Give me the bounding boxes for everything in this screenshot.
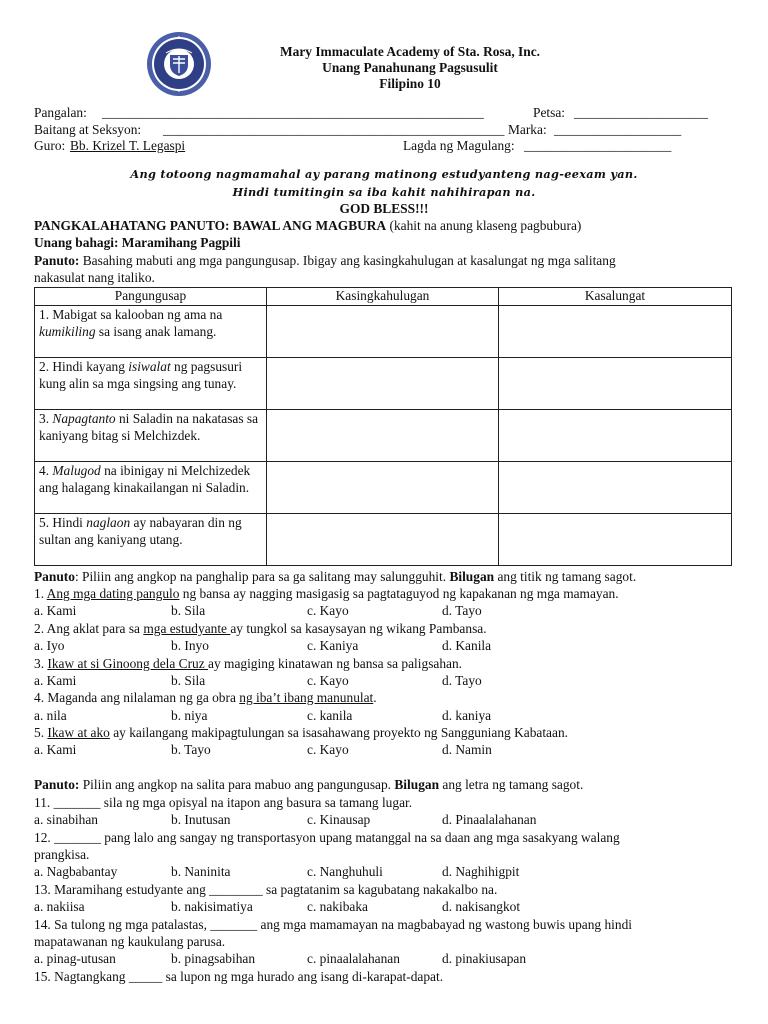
choice-b[interactable]: b. pinagsabihan [171, 951, 256, 966]
question-text: . [373, 690, 377, 705]
subject-title: Filipino 10 [379, 76, 441, 91]
choice-a[interactable]: a. pinag-utusan [34, 951, 116, 966]
part2-panuto-text: : Piliin ang angkop na panghalip para sa ga salitang may salungguhit. [74, 569, 450, 584]
question-12-line1: 12. _______ pang lalo ang sangay ng transportasyon upang matanggal na sa daan ang mga sasakyang walang [34, 830, 620, 845]
choice-a[interactable]: a. Iyo [34, 638, 65, 653]
question-text: 1. [34, 586, 47, 601]
synonym-answer-cell[interactable] [267, 358, 499, 410]
choice-c[interactable]: c. Kayo [307, 603, 349, 618]
parent-signature-field[interactable]: ______________________ [524, 138, 672, 153]
part3-panuto-end: ang letra ng tamang sagot. [439, 777, 584, 792]
sentence-text: 5. Hindi [39, 515, 87, 530]
exam-title: Unang Panahunang Pagsusulit [322, 60, 498, 75]
header-kasalungat: Kasalungat [499, 288, 732, 306]
question-11-choices [34, 811, 734, 828]
part3-panuto-text: Piliin ang angkop na salita para mabuo ang pangungusap. [79, 777, 395, 792]
choice-a[interactable]: a. nila [34, 708, 67, 723]
synonym-answer-cell[interactable] [267, 514, 499, 566]
italic-word: Malugod [52, 463, 101, 478]
question-text: ay magiging kinatawan ng bansa sa paligsahan. [208, 656, 463, 671]
table-row [35, 358, 732, 410]
part3-bilugan: Bilugan [394, 777, 440, 792]
question-text: 4. Maganda ang nilalaman ng ga obra [34, 690, 240, 705]
part3-panuto-label: Panuto: [34, 777, 80, 792]
underlined-phrase: Ikaw at ako [47, 725, 110, 740]
question-text: 5. [34, 725, 48, 740]
choice-d[interactable]: d. pinakiusapan [442, 951, 527, 966]
sentence-text: ay nabayaran din ng sultan ang kaniyang utang. [39, 515, 242, 547]
sentence-cell [35, 358, 267, 410]
italic-word: kumikiling [39, 324, 96, 339]
question-13-choices [34, 898, 734, 915]
underlined-phrase: ng iba’t ibang manunulat [239, 690, 374, 705]
part2-instructions [34, 568, 734, 585]
sentence-text: na ibinigay ni Melchizedek ang halagang kinakailangan ni Saladin. [39, 463, 251, 495]
section-grade-line [34, 121, 734, 137]
choice-d[interactable]: d. Kanila [442, 638, 492, 653]
question-2-choices [34, 637, 734, 654]
question-text: 3. [34, 656, 48, 671]
choice-a[interactable]: a. sinabihan [34, 812, 98, 827]
question-1 [34, 585, 754, 602]
question-2 [34, 620, 754, 637]
question-13: 13. Maramihang estudyante ang ________ sa pagtatanim sa kagubatang nakakalbo na. [34, 882, 498, 897]
choice-b[interactable]: b. nakisimatiya [171, 899, 253, 914]
motto-line-1: Ang totoong nagmamahal ay parang matinong estudyanteng nag-eexam yan. [130, 167, 638, 181]
date-label: Petsa: [533, 105, 565, 120]
header-kasingkahulugan: Kasingkahulugan [267, 288, 499, 306]
antonym-answer-cell[interactable] [499, 410, 732, 462]
question-3 [34, 655, 754, 672]
teacher-parent-line [34, 137, 734, 153]
question-12-choices [34, 863, 734, 880]
choice-d[interactable]: d. Namin [442, 742, 492, 757]
sentence-cell [35, 410, 267, 462]
part1-title: Unang bahagi: Maramihang Pagpili [34, 235, 241, 250]
parent-signature-label: Lagda ng Magulang: [403, 138, 515, 153]
choice-d[interactable]: d. Pinaalalahanan [442, 812, 537, 827]
choice-b[interactable]: b. Naninita [171, 864, 231, 879]
teacher-label: Guro: [34, 138, 66, 153]
question-text: 2. Ang aklat para sa [34, 621, 144, 636]
choice-b[interactable]: b. Sila [171, 603, 206, 618]
choice-c[interactable]: c. Kinausap [307, 812, 371, 827]
italic-word: naglaon [86, 515, 131, 530]
question-text: ay tungkol sa kasaysayan ng wikang Pambansa. [230, 621, 487, 636]
sentence-text: ng pagsusuri kung alin sa mga singsing ang tunay. [39, 359, 243, 391]
question-1-choices [34, 602, 734, 619]
choice-c[interactable]: c. Kayo [307, 673, 349, 688]
antonym-answer-cell[interactable] [499, 358, 732, 410]
choice-a[interactable]: a. Nagbabantay [34, 864, 118, 879]
question-3-choices [34, 672, 734, 689]
choice-b[interactable]: b. Sila [171, 673, 206, 688]
motto-line-2: Hindi tumitingin sa iba kahit nahihirapan na. [232, 185, 536, 199]
italic-word: isiwalat [128, 359, 171, 374]
antonym-answer-cell[interactable] [499, 462, 732, 514]
name-label: Pangalan: [34, 105, 87, 120]
question-5 [34, 724, 754, 741]
teacher-name: Bb. Krizel T. Legaspi [70, 138, 186, 153]
sentence-text: 3. [39, 411, 53, 426]
antonym-answer-cell[interactable] [499, 514, 732, 566]
school-name: Mary Immaculate Academy of Sta. Rosa, Inc. [280, 44, 540, 59]
question-14-line1: 14. Sa tulong ng mga patalastas, _______ ang mga mamamayan na magbabayad ng wastong buwis upang hindi [34, 917, 632, 932]
grade-label: Marka: [508, 122, 547, 137]
question-14-line2: mapatawanan ng kaukulang parusa. [34, 934, 226, 949]
table-row [35, 410, 732, 462]
choice-d[interactable]: d. nakisangkot [442, 899, 521, 914]
question-4 [34, 689, 754, 706]
vocabulary-table [34, 287, 732, 566]
question-5-choices [34, 741, 734, 758]
grade-field[interactable]: ___________________ [554, 122, 682, 137]
section-label: Baitang at Seksyon: [34, 122, 142, 137]
part1-panuto-line1: Basahing mabuti ang mga pangungusap. Ibigay ang kasingkahulugan at kasalungat ng mga salitang [79, 253, 616, 268]
sentence-cell [35, 514, 267, 566]
sentence-text: 1. Mabigat sa kalooban ng ama na [39, 307, 223, 322]
part1-instructions [34, 252, 734, 286]
question-11: 11. _______ sila ng mga opisyal na itapon ang basura sa tamang lugar. [34, 795, 413, 810]
exam-heading [200, 44, 620, 92]
sentence-cell [35, 306, 267, 358]
italic-word: Napagtanto [52, 411, 116, 426]
section-field[interactable]: ___________________________________________________ [163, 122, 505, 137]
synonym-answer-cell[interactable] [267, 306, 499, 358]
table-row [35, 462, 732, 514]
choice-c[interactable]: c. kanila [307, 708, 353, 723]
part1-panuto-label: Panuto: [34, 253, 80, 268]
header-pangungusap: Pangungusap [35, 288, 267, 306]
god-bless-text: GOD BLESS!!! [339, 201, 429, 216]
choice-c[interactable]: c. Nanghuhuli [307, 864, 383, 879]
part3-instructions [34, 776, 734, 793]
question-text: ng bansa ay nagging masigasig sa pagtataguyod ng kapakanan ng mga mamayan. [179, 586, 619, 601]
underlined-phrase: Ang mga dating pangulo [46, 586, 180, 601]
synonym-answer-cell[interactable] [267, 462, 499, 514]
sentence-text: ni Saladin na nakatasas sa kaniyang bitag si Melchizdek. [39, 411, 259, 443]
table-header-row [35, 288, 732, 306]
question-4-choices [34, 707, 734, 724]
choice-d[interactable]: d. Tayo [442, 673, 482, 688]
part1-panuto-line2: nakasulat nang italiko. [34, 270, 155, 285]
choice-c[interactable]: c. nakibaka [307, 899, 368, 914]
synonym-answer-cell[interactable] [267, 410, 499, 462]
sentence-text: sa isang anak lamang. [95, 324, 217, 339]
date-field[interactable]: ____________________ [574, 105, 708, 120]
choice-a[interactable]: a. Kami [34, 603, 77, 618]
underlined-phrase: Ikaw at si Ginoong dela Cruz [47, 656, 209, 671]
choice-d[interactable]: d. kaniya [442, 708, 492, 723]
general-instructions [34, 217, 734, 234]
name-date-line [34, 104, 734, 120]
choice-a[interactable]: a. Kami [34, 673, 77, 688]
choice-b[interactable]: b. Inyo [171, 638, 209, 653]
choice-c[interactable]: c. Kaniya [307, 638, 359, 653]
choice-d[interactable]: d. Tayo [442, 603, 482, 618]
choice-d[interactable]: d. Naghihigpit [442, 864, 520, 879]
choice-b[interactable]: b. Inutusan [171, 812, 231, 827]
choice-b[interactable]: b. niya [171, 708, 208, 723]
choice-a[interactable]: a. Kami [34, 742, 77, 757]
choice-c[interactable]: c. pinaalalahanan [307, 951, 400, 966]
sentence-cell [35, 462, 267, 514]
question-12-line2: prangkisa. [34, 847, 90, 862]
underlined-phrase: mga estudyante [143, 621, 231, 636]
sentence-text: 2. Hindi kayang [39, 359, 129, 374]
choice-a[interactable]: a. nakiisa [34, 899, 85, 914]
general-instruction-label: PANGKALAHATANG PANUTO: BAWAL ANG MAGBURA [34, 218, 387, 233]
choice-b[interactable]: b. Tayo [171, 742, 211, 757]
part2-panuto-end: ang titik ng tamang sagot. [494, 569, 637, 584]
part2-panuto-label: Panuto [34, 569, 75, 584]
question-15: 15. Nagtangkang _____ sa lupon ng mga hurado ang isang di-karapat-dapat. [34, 969, 444, 984]
question-text: ay kailangang makipagtulungan sa isasahawang proyekto ng Sangguniang Kabataan. [109, 725, 568, 740]
name-field[interactable]: _________________________________________________________ [102, 105, 484, 120]
table-row [35, 514, 732, 566]
question-14-choices [34, 950, 734, 967]
choice-c[interactable]: c. Kayo [307, 742, 349, 757]
part2-bilugan: Bilugan [449, 569, 495, 584]
sentence-text: 4. [39, 463, 53, 478]
table-row [35, 306, 732, 358]
general-instruction-note: (kahit na anung klaseng pagbubura) [386, 218, 582, 233]
antonym-answer-cell[interactable] [499, 306, 732, 358]
